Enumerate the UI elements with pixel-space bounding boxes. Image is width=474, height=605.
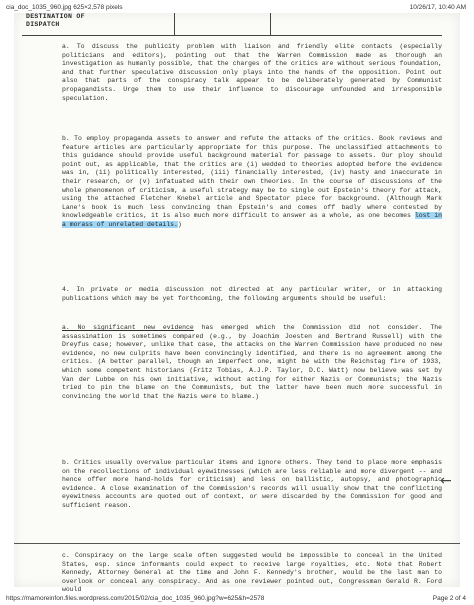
tab-title: cia_doc_1035_960.jpg 625×2,578 pixels	[6, 4, 123, 11]
paragraph-c: c. Conspiracy on the large scale often suggested would be impossible to conceal in the United States, esp. since informants could expect to receive large royalties, etc. Note that Robert Kennedy, Attorney General at the time and John F. Kennedy's brother, would be the last man to overlook or conceal any conspiracy. And as one reviewer pointed out, Congressman Gerald R. Ford would	[62, 552, 442, 594]
paragraph-b-end: )	[177, 220, 182, 228]
browser-header	[0, 0, 474, 14]
paragraph-b	[32, 135, 442, 230]
form-header	[22, 13, 442, 36]
page-divider	[14, 543, 460, 544]
browser-footer	[0, 591, 474, 605]
datetime: 10/26/17, 10:40 AM	[409, 4, 466, 11]
no-new-evidence-heading: a. No significant new evidence	[62, 324, 194, 331]
margin-arrow-icon: ←	[440, 473, 452, 489]
paragraph-b2: b. Critics usually overvalue particular items and ignore others. They tend to place more emphasis on the recollections of individual eyewitnesses (which are less reliable and more divergent -- and hence offer more hand-holds for criticism) and less on ballistic, autopsy, and photographic evidence. A close examination of the Commission's records will usually show that the conflicting eyewitness accounts are quoted out of context, or were discarded by the Commission for good and sufficient reason.	[62, 459, 442, 509]
form-divider	[270, 13, 272, 35]
paragraph-intro: 4. In private or media discussion not directed at any particular writer, or in attacking publications which may be yet forthcoming, the following arguments should be useful:	[62, 286, 442, 302]
destination-box	[22, 13, 175, 35]
paragraph-a: a. To discuss the publicity problem with liaison and friendly elite contacts (especially politicians and editors), pointing out that the Warren Commission made as thorough an investigation as humanly possible, that the charges of the critics are without serious foundation, and that further speculative discussion only plays into the hands of the opposition. Point out also that parts of the conspiracy talk appear to be deliberately generated by Communist propagandists. Urge them to use their influence to discourage unfounded and irresponsible speculation.	[62, 43, 442, 102]
highlighted-phrase: lost in a morass of unrelated details.	[62, 212, 442, 228]
scanned-document	[14, 13, 460, 594]
paragraph-a2	[32, 324, 442, 401]
page-url[interactable]: https://mamoreinfon.files.wordpress.com/2015/02/cia_doc_1035_960.jpg?w=625&h=2578	[6, 595, 265, 602]
dispatch-label: DISPATCH	[26, 21, 60, 28]
page-indicator: Page 2 of 4	[432, 595, 466, 602]
paragraph-a2-text: has emerged which the Commission did not consider. The assassination is sometimes compared (e.g., by Joachim Joesten and Bertrand Russell) with the Dreyfus case; however, unlike that case, the attacks on the Warren Commission have produced no new evidence, no new culprits have been convincingly identified, and there is no agreement among the critics. (A better parallel, though an imperfect one, might be with the Reichstag fire of 1933, which some competent historians (Fritz Tobias, A.J.P. Taylor, D.C. Watt) now believe was set by Van der Lubbe on his own initiative, without acting for either Nazis or Communists; the Nazis tried to pin the blame on the Communists, but the latter have been much more successful in convincing the world that the Nazis were to blame.)	[62, 324, 442, 400]
paragraph-b-text: b. To employ propaganda assets to answer and refute the attacks of the critics. Book reviews and feature articles are particularly appropriate for this purpose. The unclassified attachments to this guidance should provide useful background material for passage to assets. Our ploy should point out, as applicable, that the critics are (i) wedded to theories adopted before the evidence was in, (ii) politically interested, (iii) financially interested, (iv) hasty and inaccurate in their research, or (v) infatuated with their own theories. In the course of discussions of the whole phenomenon of criticism, a useful strategy may be to single out Epstein's theory for attack, using the attached Fletcher Knebel article and Spectator piece for background. (Although Mark Lane's book is much less convincing than Epstein's and comes off badly where contested by knowledgeable critics, it is also much more difficult to answer as a whole, as one becomes	[62, 135, 442, 220]
destination-label: DESTINATION OF	[26, 13, 85, 20]
